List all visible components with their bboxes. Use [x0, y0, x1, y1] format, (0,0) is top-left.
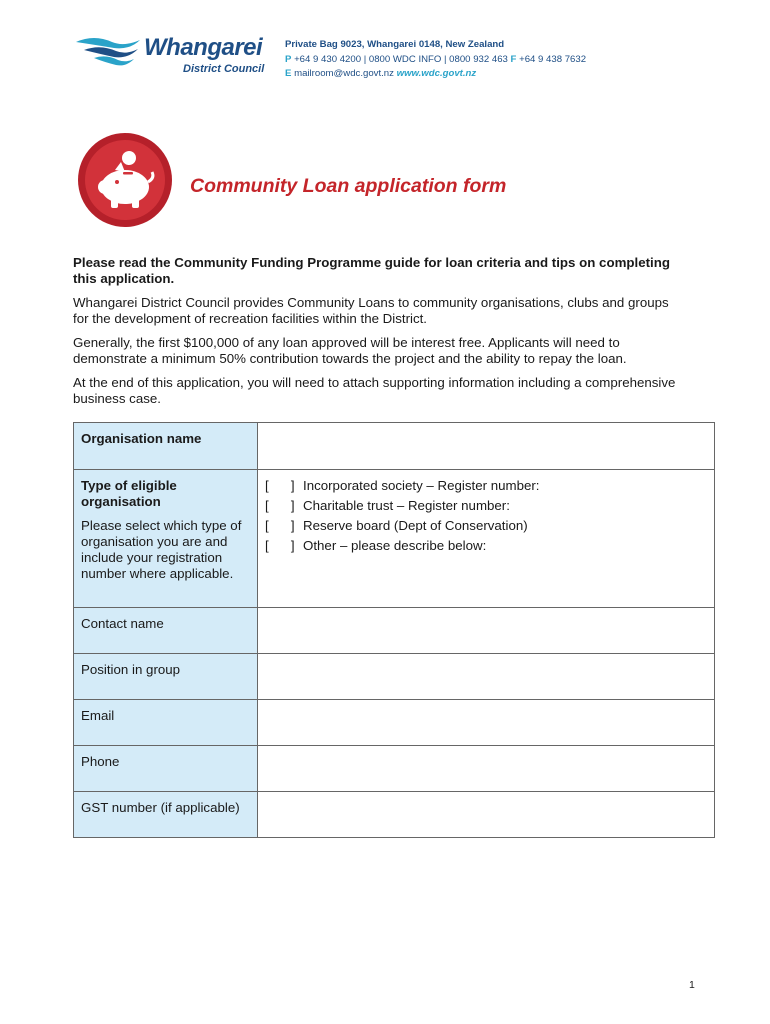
council-logo — [74, 28, 274, 80]
contact-name-label: Contact name — [74, 608, 258, 654]
gst-label: GST number (if applicable) — [74, 792, 258, 838]
option-charitable-trust[interactable] — [265, 498, 707, 514]
fax-prefix: F — [510, 53, 517, 65]
website-link[interactable]: www.wdc.govt.nz — [396, 68, 477, 79]
guide-note: Please read the Community Funding Programme guide for loan criteria and tips on completing this application. — [73, 255, 670, 286]
checkbox-bracket[interactable]: [ ] — [265, 498, 295, 513]
email-label: Email — [74, 700, 258, 746]
table-row — [74, 700, 715, 746]
table-row — [74, 608, 715, 654]
option-label: Incorporated society – Register number: — [303, 478, 540, 493]
option-label: Charitable trust – Register number: — [303, 498, 510, 513]
org-type-help: Please select which type of organisation you are and include your registration number where applicable. — [81, 518, 242, 581]
option-incorporated-society[interactable] — [265, 478, 707, 494]
option-label: Other – please describe below: — [303, 538, 487, 553]
phone-label: Phone — [74, 746, 258, 792]
checkbox-bracket[interactable]: [ ] — [265, 538, 295, 553]
email-line — [285, 67, 586, 82]
org-type-heading: Type of eligible organisation — [81, 478, 177, 509]
phone-numbers: +64 9 430 4200 | 0800 WDC INFO | 0800 932 463 — [294, 53, 508, 65]
logo-wordmark: Whangarei — [144, 34, 263, 61]
email-prefix: E — [285, 68, 292, 79]
org-type-options — [258, 470, 715, 608]
org-name-label: Organisation name — [74, 423, 258, 470]
table-row — [74, 792, 715, 838]
intro-paragraph-2: Generally, the first $100,000 of any loan approved will be interest free. Applicants will need to demonstrate a minimum 50% contribution towards the project and the ability to repay the loan. — [73, 335, 627, 366]
position-field[interactable] — [258, 654, 715, 700]
org-type-label — [74, 470, 258, 608]
intro-paragraph-1: Whangarei District Council provides Community Loans to community organisations, clubs and groups for the development of recreation facilities within the District. — [73, 295, 669, 326]
phone-line — [285, 53, 586, 68]
intro-paragraph-3: At the end of this application, you will need to attach supporting information including a comprehensive business case. — [73, 375, 676, 406]
checkbox-bracket[interactable]: [ ] — [265, 478, 295, 493]
table-row — [74, 423, 715, 470]
intro-section — [73, 255, 683, 415]
phone-prefix: P — [285, 53, 292, 65]
address: Private Bag 9023, Whangarei 0148, New Zealand — [285, 39, 505, 50]
org-name-field[interactable] — [258, 423, 715, 470]
table-row — [74, 470, 715, 608]
wave-icon — [74, 32, 144, 72]
email-address[interactable]: mailroom@wdc.govt.nz — [294, 68, 394, 79]
option-reserve-board[interactable] — [265, 518, 707, 534]
logo-subtitle: District Council — [183, 63, 265, 75]
application-form-table — [73, 422, 715, 838]
table-row — [74, 746, 715, 792]
option-other[interactable] — [265, 538, 707, 554]
checkbox-bracket[interactable]: [ ] — [265, 518, 295, 533]
page-number: 1 — [689, 979, 695, 991]
page-title: Community Loan application form — [190, 175, 507, 197]
option-label: Reserve board (Dept of Conservation) — [303, 518, 528, 533]
email-field[interactable] — [258, 700, 715, 746]
piggy-bank-icon — [77, 132, 173, 228]
gst-field[interactable] — [258, 792, 715, 838]
fax-number: +64 9 438 7632 — [519, 53, 587, 65]
contact-name-field[interactable] — [258, 608, 715, 654]
table-row — [74, 654, 715, 700]
contact-block — [285, 38, 586, 82]
position-label: Position in group — [74, 654, 258, 700]
phone-field[interactable] — [258, 746, 715, 792]
